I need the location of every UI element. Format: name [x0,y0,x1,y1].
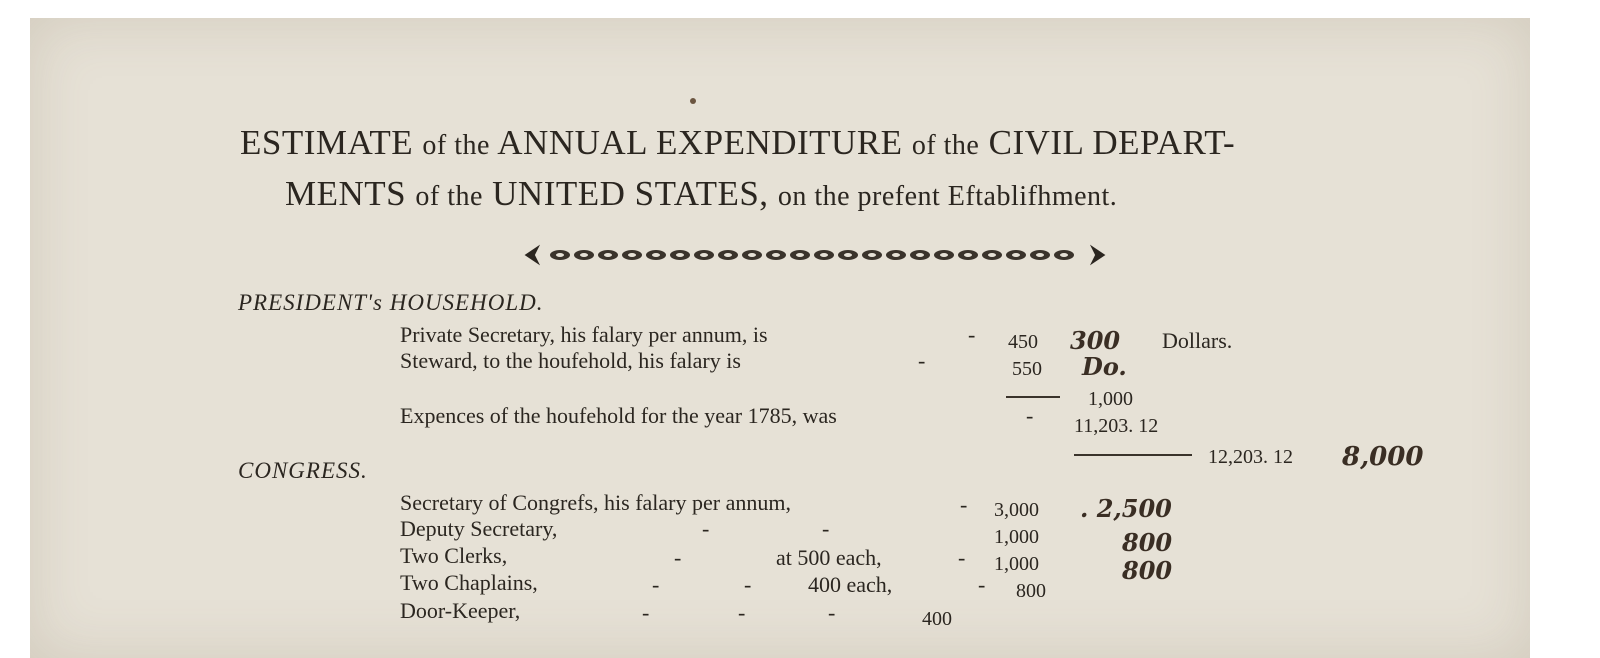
congress-heading: CONGRESS. [238,458,368,483]
congress-row-amount: 3,000 [994,499,1039,521]
congress-row-dash: - [738,600,746,625]
congress-row-dash: - [642,600,650,625]
ornament-divider-icon [520,242,1110,268]
president-steward-handwritten: Do. [1082,352,1127,381]
congress-row-handwritten: 800 [1122,556,1173,585]
president-expences-dash: - [1026,403,1034,428]
president-expences-amount: 11,203. 12 [1074,415,1159,437]
congress-row-dash: - [652,572,660,597]
congress-row-amount: 1,000 [994,526,1039,548]
congress-row-label: Secretary of Congrefs, his falary per annum, [400,490,791,515]
congress-row-handwritten: . 2,500 [1080,494,1172,523]
title-line-2: MENTS of the UNITED STATES, on the prefent Eftablifhment. [285,174,1118,213]
congress-row-dash: - [822,516,830,541]
president-secretary-dash: - [968,322,976,347]
congress-row-amount: 1,000 [994,553,1039,575]
congress-row-dash: - [674,545,682,570]
congress-row-dash: - [978,572,986,597]
president-steward-label: Steward, to the houfehold, his falary is [400,348,741,373]
president-heading: PRESIDENT's HOUSEHOLD. [238,290,544,315]
congress-row-label: Door-Keeper, [400,598,521,623]
title-line-1: ESTIMATE of the ANNUAL EXPENDITURE of the CIVIL DEPART- [240,123,1236,162]
president-secretary-unit: Dollars. [1162,328,1233,353]
congress-row-dash: - [958,545,966,570]
congress-row-dash: - [828,600,836,625]
congress-row-rate: 400 each, [808,572,893,597]
congress-row-handwritten: 800 [1122,528,1173,557]
president-subtotal: 1,000 [1088,388,1133,410]
president-secretary-label: Private Secretary, his falary per annum, is [400,322,768,347]
ink-spot [690,98,696,104]
congress-row-label: Deputy Secretary, [400,516,558,541]
total-rule [1074,454,1192,456]
president-expences-label: Expences of the houfehold for the year 1785, was [400,403,837,428]
president-steward-dash: - [918,348,926,373]
president-total: 12,203. 12 [1208,446,1293,468]
congress-row-label: Two Clerks, [400,543,508,568]
president-secretary-handwritten: 300 [1070,326,1121,355]
congress-row-amount: 800 [1016,580,1046,602]
congress-row-rate: at 500 each, [776,545,882,570]
congress-row-amount: 400 [922,608,952,630]
congress-row-dash: - [960,492,968,517]
subtotal-rule [1006,396,1060,398]
congress-row-dash: - [744,572,752,597]
president-steward-amount: 550 [1012,358,1042,380]
congress-row-label: Two Chaplains, [400,570,538,595]
document-page [30,18,1530,658]
president-secretary-amount: 450 [1008,331,1038,353]
congress-row-dash: - [702,516,710,541]
president-total-handwritten: 8,000 [1342,442,1424,472]
